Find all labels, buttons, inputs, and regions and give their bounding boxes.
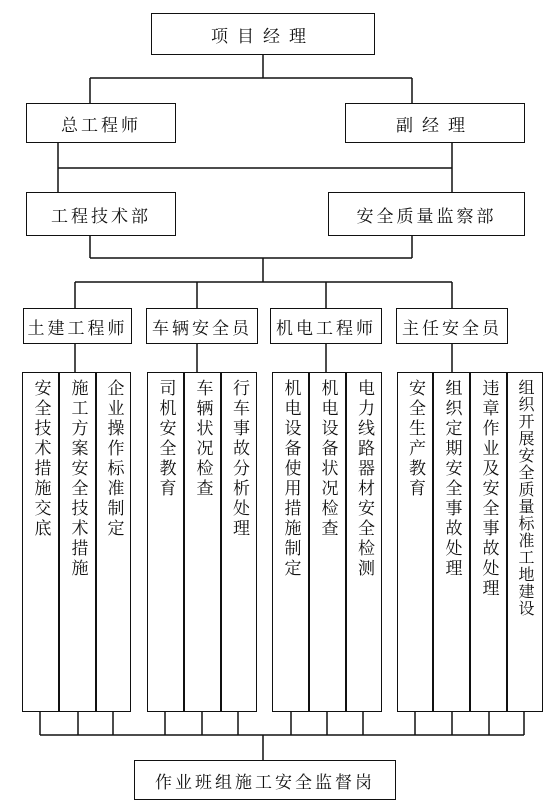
duty-column: [433, 372, 470, 712]
node-mech-elec-engineer: [270, 308, 382, 344]
node-safety-quality-dept: [328, 192, 525, 236]
node-label: 机电工程师: [276, 318, 376, 339]
duty-column: [272, 372, 309, 712]
duty-column: [96, 372, 131, 712]
duty-text: 施工方案安全技术措施: [67, 379, 88, 579]
duty-text: 组织定期安全事故处理: [441, 379, 462, 579]
duty-column: [221, 372, 257, 712]
node-site-safety-supervision: [134, 760, 396, 800]
node-chief-safety-officer: [396, 308, 508, 344]
node-label: 作业班组施工安全监督岗: [155, 772, 375, 793]
node-label: 项目经理: [211, 26, 315, 47]
duty-column: [59, 372, 96, 712]
node-vehicle-safety-officer: [146, 308, 258, 344]
node-label: 安全质量监察部: [356, 206, 497, 227]
duty-column: [346, 372, 382, 712]
duty-column: [184, 372, 221, 712]
node-label: 工程技术部: [51, 206, 151, 227]
duty-column: [397, 372, 433, 712]
duty-text: 安全技术措施交底: [30, 379, 51, 539]
duty-text: 车辆状况检查: [192, 379, 213, 499]
duty-column: [470, 372, 507, 712]
node-project-manager: [151, 13, 375, 55]
node-engineering-dept: [26, 192, 176, 236]
duty-text: 机电设备使用措施制定: [280, 379, 301, 579]
node-deputy-manager: [345, 103, 525, 143]
duty-text: 行车事故分析处理: [229, 379, 249, 539]
node-label: 车辆安全员: [152, 318, 252, 339]
duty-text: 电力线路器材安全检测: [354, 379, 374, 579]
node-label: 主任安全员: [402, 318, 502, 339]
duty-text: 组织开展安全质量标准工地建设: [516, 379, 535, 617]
duty-text: 企业操作标准制定: [103, 379, 124, 539]
node-label: 土建工程师: [27, 318, 128, 339]
duty-text: 机电设备状况检查: [317, 379, 338, 539]
duty-text: 安全生产教育: [405, 379, 425, 499]
duty-column: [309, 372, 346, 712]
duty-column: [22, 372, 59, 712]
node-chief-engineer: [26, 103, 176, 143]
duty-text: 司机安全教育: [155, 379, 176, 499]
duty-column: [507, 372, 543, 712]
node-civil-engineer: [23, 308, 132, 344]
node-label: 副经理: [396, 115, 474, 136]
duty-column: [147, 372, 184, 712]
node-label: 总工程师: [61, 115, 141, 136]
duty-text: 违章作业及安全事故处理: [478, 379, 499, 599]
